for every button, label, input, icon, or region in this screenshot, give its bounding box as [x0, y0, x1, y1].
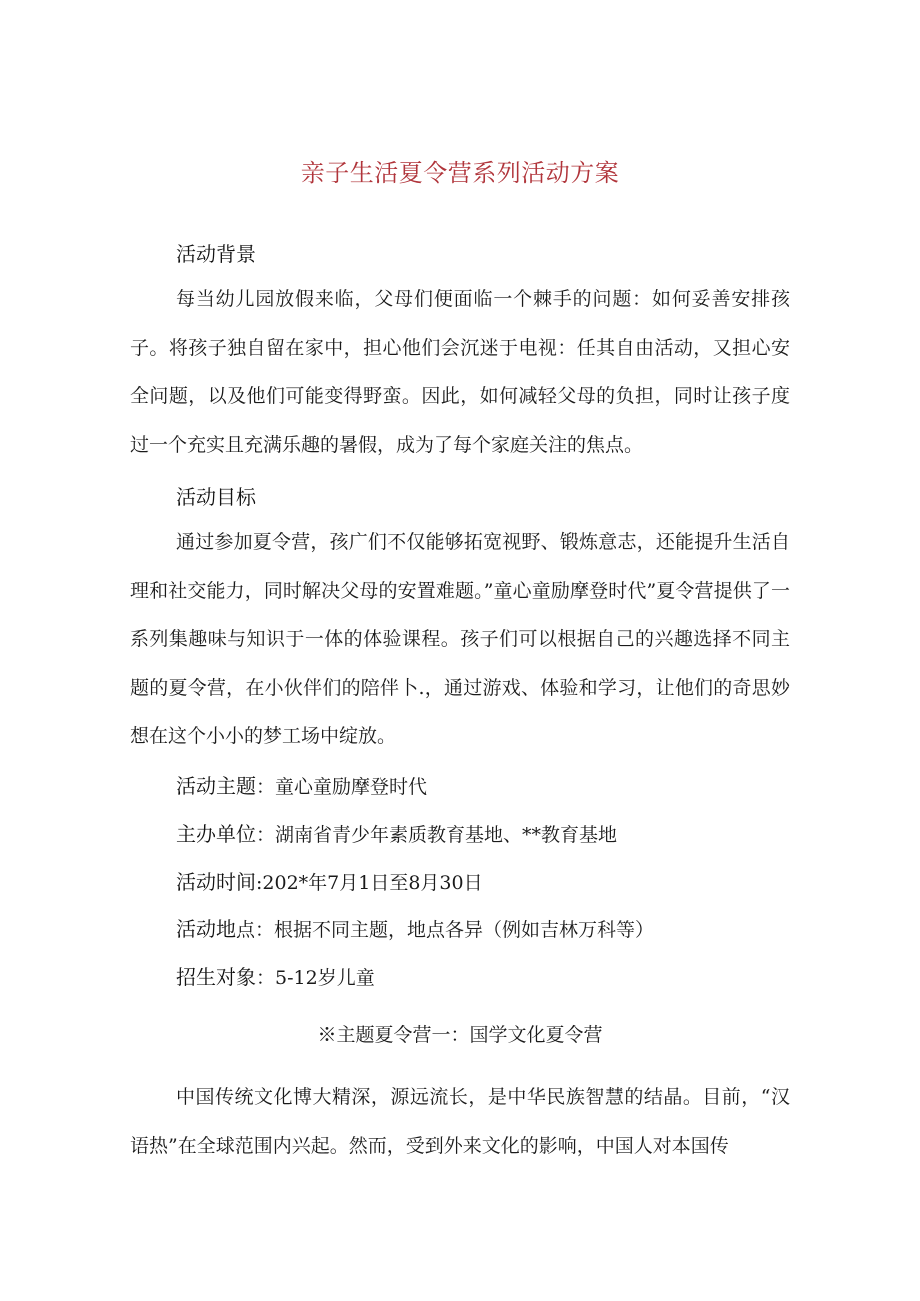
info-label: 活动主题 — [176, 774, 256, 798]
info-row-time — [176, 866, 483, 895]
info-separator: : — [256, 872, 263, 894]
goal-paragraph: 通过参加夏令营，孩广们不仅能够拓宽视野、锻炼意志，还能提升生活自理和社交能力，同时解决父母的安置难题。”童心童励摩登时代”夏令营提供了一系列集趣味与知识于一体的体验课程。孩子们可以根据自己的兴趣选择不同主题的夏令营，在小伙伴们的陪伴卜.，通过游戏、体验和学习，让他们的奇思妙想在这个小小的梦工场中绽放。 — [130, 531, 790, 747]
section-heading-goal: 活动目标 — [176, 485, 256, 509]
info-value: 5-12岁儿童 — [275, 967, 375, 989]
info-separator: ： — [256, 776, 276, 798]
info-row-audience — [176, 961, 375, 990]
info-row-location — [176, 913, 654, 942]
document-title: 亲子生活夏令营系列活动方案 — [300, 159, 620, 187]
info-label: 主办单位 — [176, 822, 256, 846]
info-value: 202*年7月1日至8月30日 — [262, 872, 483, 894]
background-paragraph: 每当幼儿园放假来临，父母们便面临一个棘手的问题：如何妥善安排孩子。将孩子独自留在家中，担心他们会沉迷于电视：任其自由活动，又担心安全问题，以及他们可能变得野蛮。因此，如何减轻父母的负担，同时让孩子度过一个充实且充满乐趣的暑假，成为了每个家庭关注的焦点。 — [130, 288, 790, 456]
info-separator: ： — [256, 824, 276, 846]
info-label: 活动时间 — [176, 870, 256, 894]
section-heading-background: 活动背景 — [176, 242, 256, 266]
info-row-organizer — [176, 818, 617, 847]
info-value: 湖南省青少年素质教育基地、**教育基地 — [275, 824, 618, 846]
info-label: 活动地 — [176, 917, 236, 941]
info-row-theme — [176, 770, 427, 799]
info-value: 童心童励摩登时代 — [275, 776, 428, 798]
theme1-subtitle: ※主题夏令营一：国学文化夏令营 — [317, 1024, 603, 1046]
info-value: 点：根据不同主题，地点各异（例如吉林万科等） — [236, 919, 655, 941]
theme1-paragraph: 中国传统文化博大精深，源远流长，是中华民族智慧的结晶。目前，“汉语热”在全球范围内兴起。然而，受到外来文化的影响，中国人对本国传 — [130, 1086, 790, 1157]
info-separator: ： — [256, 967, 276, 989]
info-label: 招生对象 — [176, 965, 256, 989]
